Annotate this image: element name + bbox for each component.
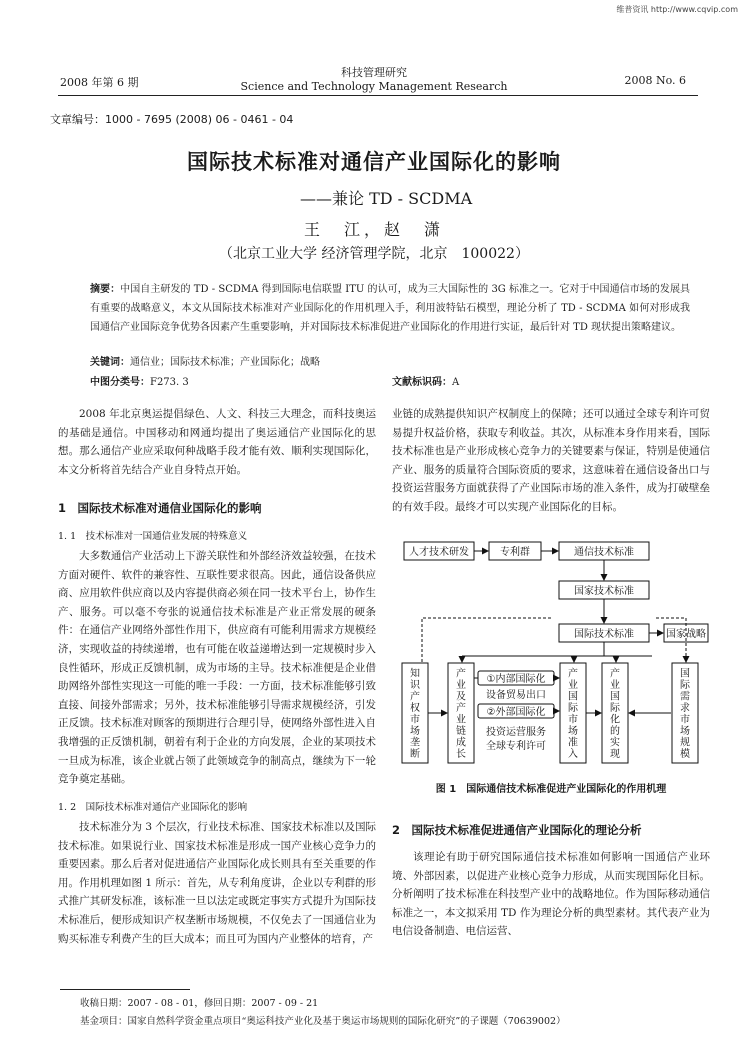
header-issue-en: 2008 No. 6	[624, 74, 686, 87]
label-patent: 专利群	[500, 547, 530, 558]
abstract-text: 中国自主研发的 TD - SCDMA 得到国际电信联盟 ITU 的认可，成为三大国际性的 3G 标准之一。它对于中国通信市场的发展具有重要的战略意义，本文从国际技术标准对产业国际化的作用机理入手，利用波特钻石模型，理论分析了 TD - SCDMA 如何对形成我国通信产业国际竞争优势各因素产生重要影响，并对国际技术标准促进产业国际化的作用进行实证，最后针对 TD 现状提出策略建议。	[90, 284, 691, 333]
keywords-text: 通信业；国际技术标准；产业国际化；战略	[130, 357, 320, 368]
document-code	[392, 373, 459, 388]
label-research: 人才技术研发	[409, 547, 469, 558]
vlabel-chain	[456, 667, 466, 761]
abstract-label: 摘要：	[90, 284, 121, 295]
label-domestic: ①内部国际化	[486, 674, 546, 685]
vertical-label-col-ip-monopoly: 知识产权市场垄断	[410, 668, 420, 760]
label-comm-std: 通信技术标准	[574, 547, 634, 558]
section-1-heading: 1 国际技术标准对通信业国际化的影响	[58, 501, 262, 515]
subsection-1-1-text: 大多数通信产业活动上下游关联性和外部经济效益较强，在技术方面对硬件、软件的兼容性、互联性要求很高。因此，通信设备供应商、应用软件供应商以及内容提供商必须在同一技术平台上，协作生产、服务。可以毫不夸张的说通信技术标准是产业正常发展的硬条件：在通信产业网络外部性作用下，供应商有可能利用需求方规模经济，实现收益的持续递增，也有可能在收益递增达到一定规模时步入良性循环，形成正反馈机制，成为市场的主导。技术标准便是企业借助网络外部性实现这一可能的唯一手段：一方面，技术标准能够引致直接、间接外部需求；另外，技术标准能够引导需求规模经济，引发正反馈。技术标准对顾客的预期进行合理引导，使网络外部性进入自我增强的正反馈机制，朝着有利于企业的方向发展，企业的某项技术一旦成为标准，该企业就占领了此领域竞争的制高点，继续为下一轮竞争奠定基础。	[58, 550, 376, 786]
subsection-1-2-text: 技术标准分为 3 个层次，行业技术标准、国家技术标准以及国际技术标准。如果说行业、国家技术标准是形成一国产业核心竞争力的重要因素。那么后者对促进通信产业国际化成长则具有至关重要的作用。作用机理如图 1 所示：首先，从专利角度讲，企业以专利群的形式推广其研发标准，该标准一旦以法定或既定事实方式提升为国际技术标准后，便形成知识产权垄断市场规模，不仅免去了一国通信业为购买标准专利费产生的巨大成本；而且可为国内产业整体的培育，产	[58, 821, 376, 945]
section-2-heading: 2 国际技术标准促进通信产业国际化的理论分析	[392, 823, 642, 837]
label-license: 全球专利许可	[486, 741, 546, 752]
article-number: 文章编号：1000 - 7695 (2008) 06 - 0461 - 04	[50, 113, 294, 126]
header-issue: 2008 年第 6 期	[60, 76, 139, 89]
doc-code-label: 文献标识码：	[392, 377, 452, 388]
subsection-1-2-heading: 1. 2 国际技术标准对通信产业国际化的影响	[58, 802, 248, 813]
vertical-label-col-demand: 国际需求市场规模	[680, 668, 690, 760]
label-invest: 投资运营服务	[486, 727, 546, 738]
affiliation: （北京工业大学 经济管理学院，北京 100022）	[219, 246, 529, 262]
intro-text: 2008 年北京奥运提倡绿色、人文、科技三大理念，而科技奥运的基础是通信。中国移动和网通均提出了奥运通信产业国际化的思想。那么通信产业应采取何种战略手段才能有效、顺利实现国际化，本文分析将首先结合产业自身特点开始。	[58, 408, 376, 476]
vlabel-demand	[680, 668, 691, 761]
clc-number	[90, 373, 189, 388]
authors: 王 江，赵 潇	[303, 220, 444, 239]
keywords-label: 关键词：	[90, 357, 130, 368]
figure-1-caption: 图 1 国际通信技术标准促进产业国际化的作用机理	[435, 784, 667, 795]
subsection-1-2-body	[58, 818, 376, 948]
subsection-1-1-heading: 1. 1 技术标准对一国通信业发展的特殊意义	[58, 531, 248, 542]
footnote-received: 收稿日期：2007 - 08 - 01，修回日期：2007 - 09 - 21	[80, 998, 319, 1009]
label-intl-std: 国际技术标准	[574, 629, 634, 640]
header-rule	[58, 95, 698, 96]
figure-1-diagram	[392, 538, 712, 770]
label-export: 设备贸易出口	[486, 690, 546, 701]
paper-title: 国际技术标准对通信产业国际化的影响	[187, 150, 561, 174]
section-2-text: 该理论有助于研究国际通信技术标准如何影响一国通信产业环境、外部因素，以促进产业核心竞争力形成，从而实现国际化目标。分析阐明了技术标准在科技型产业中的战略地位。作为国际移动通信标准之一，本文拟采用 TD 作为理论分析的典型素材。其代表产业为电信设备制造、电信运营、	[392, 851, 710, 938]
keywords	[90, 353, 320, 368]
right-top-text: 业链的成熟提供知识产权制度上的保障；还可以通过全球专利许可贸易提升权益价格，获取专利收益。其次，从标准本身作用来看，国际技术标准也是产业形成核心竞争力的关键要素与保证，特别是使通信产业、服务的质量符合国际资质的要求，这意味着在通信设备出口与投资运营服务方面就获得了产业国际市场的准入条件，成为打破壁垒的有效手段。最终才可以实现产业国际化的目标。	[392, 408, 710, 513]
abstract	[90, 280, 690, 337]
paper-subtitle: ——兼论 TD - SCDMA	[300, 189, 473, 208]
label-national-strategy: 国家战略	[666, 629, 706, 640]
clc-label: 中图分类号：	[90, 377, 150, 388]
clc-text: F273. 3	[150, 377, 189, 388]
label-external: ②外部国际化	[486, 707, 546, 718]
right-top-paragraph	[392, 405, 710, 517]
vlabel-realize	[610, 667, 621, 761]
footnote-rule	[60, 989, 190, 990]
vlabel-market-access	[568, 667, 579, 761]
intro-paragraph	[58, 405, 376, 479]
journal-name-cn: 科技管理研究	[341, 66, 407, 79]
vertical-label-col-realize: 产业国际化的实现	[610, 668, 620, 760]
label-national-std: 国家技术标准	[574, 586, 634, 597]
subsection-1-1-body	[58, 547, 376, 789]
vertical-label-col-market-access: 产业国际市场准入	[568, 668, 578, 760]
footnote-fund: 基金项目：国家自然科学资金重点项目“奥运科技产业化及基于奥运市场规则的国际化研究”的子课题（70639002）	[80, 1016, 566, 1027]
vertical-label-col-chain: 产业及产业链成长	[456, 668, 466, 760]
watermark: 维普资讯 http://www.cqvip.com	[616, 5, 738, 14]
journal-name-en: Science and Technology Management Research	[240, 80, 508, 93]
section-2-body	[392, 848, 710, 941]
vlabel-ip-monopoly	[410, 668, 421, 761]
doc-code-text: A	[452, 377, 460, 388]
